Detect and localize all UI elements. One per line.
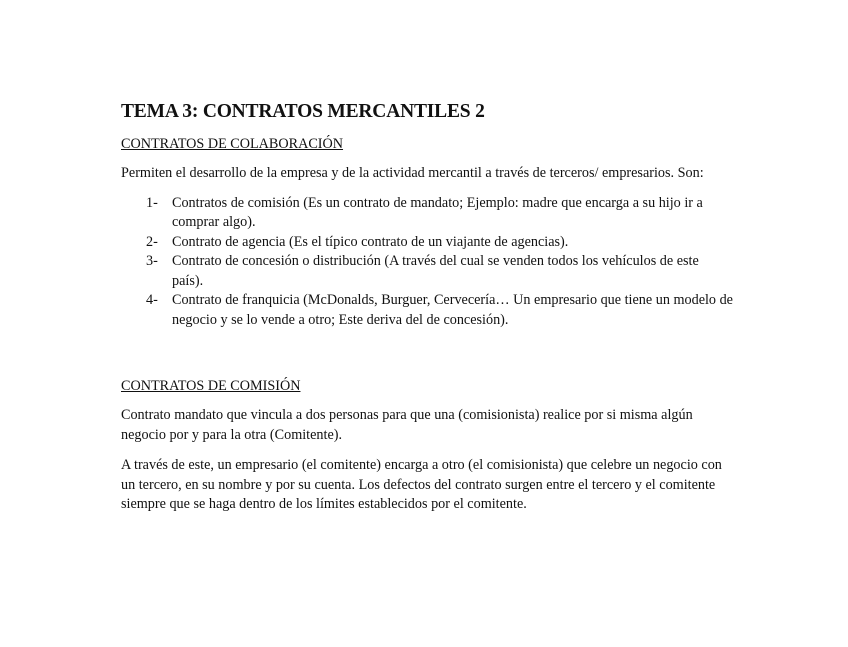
list-item-text: Contratos de comisión (Es un contrato de mandato; Ejemplo: madre que encarga a su hijo ir a comprar algo). [172, 194, 703, 230]
section-spacer [121, 330, 733, 366]
list-item-text: Contrato de franquicia (McDonalds, Burguer, Cervecería… Un empresario que tiene un modelo de negocio y se lo vende a otro; Este deriva del de concesión). [172, 292, 733, 328]
list-item-number: 2- [146, 233, 158, 250]
comision-paragraph-1: Contrato mandato que vincula a dos personas para que una (comisionista) realice por si misma algún negocio por y para la otra (Comitente). [121, 407, 693, 443]
section-heading-comision: CONTRATOS DE COMISIÓN [121, 378, 301, 394]
contract-types-list [121, 194, 733, 331]
list-item [121, 194, 733, 233]
list-item-text: Contrato de agencia (Es el típico contrato de un viajante de agencias). [172, 233, 569, 250]
list-item [121, 233, 733, 253]
section-heading-colaboracion: CONTRATOS DE COLABORACIÓN [121, 136, 344, 152]
list-item [121, 252, 733, 291]
list-item-text: Contrato de concesión o distribución (A través del cual se venden todos los vehículos de este país). [172, 253, 699, 289]
list-item-number: 3- [146, 253, 158, 269]
page-title: TEMA 3: CONTRATOS MERCANTILES 2 [121, 101, 485, 122]
list-item [121, 291, 733, 330]
list-item-number: 4- [146, 292, 158, 308]
document-page [121, 100, 733, 515]
intro-paragraph: Permiten el desarrollo de la empresa y de la actividad mercantil a través de terceros/ empresarios. Son: [121, 165, 704, 181]
comision-paragraph-2: A través de este, un empresario (el comitente) encarga a otro (el comisionista) que celebre un negocio con un tercero, en su nombre y por su cuenta. Los defectos del contrato surgen entre el tercero y el comitente siempre que se haga dentro de los límites establecidos por el comitente. [121, 457, 722, 512]
list-item-number: 1- [146, 194, 158, 211]
